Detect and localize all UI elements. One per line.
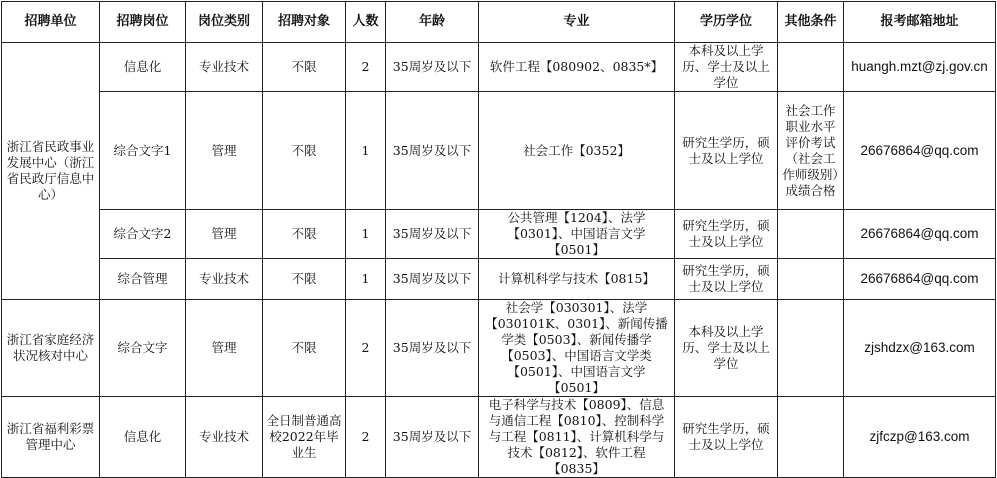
recruitment-table	[1, 1, 996, 478]
header-cell: 年龄	[386, 2, 479, 43]
email-cell: huangh.mzt@zj.gov.cn	[844, 43, 996, 92]
email-cell: 26676864@qq.com	[844, 259, 996, 300]
target-cell: 不限	[263, 300, 346, 397]
age-cell: 35周岁及以下	[386, 43, 479, 92]
email-cell: zjshdzx@163.com	[844, 300, 996, 397]
header-cell: 招聘岗位	[100, 2, 186, 43]
post-cell: 综合文字	[100, 300, 186, 397]
table-row	[2, 397, 996, 478]
category-cell: 管理	[186, 300, 263, 397]
major-cell: 公共管理【1204】、法学【0301】、中国语言文学【0501】	[479, 210, 675, 259]
major-cell: 社会学【030301】、法学【030101K、0301】、新闻传播学类【0503】、新闻传播学【0503】、中国语言文学类【0501】、中国语言文学【0501】	[479, 300, 675, 397]
table-row	[2, 92, 996, 210]
other-cell	[778, 300, 844, 397]
table-row	[2, 300, 996, 397]
age-cell: 35周岁及以下	[386, 92, 479, 210]
age-cell: 35周岁及以下	[386, 259, 479, 300]
major-cell: 计算机科学与技术【0815】	[479, 259, 675, 300]
count-cell: 1	[346, 210, 386, 259]
major-cell: 软件工程【080902、0835*】	[479, 43, 675, 92]
count-cell: 2	[346, 300, 386, 397]
target-cell: 不限	[263, 259, 346, 300]
header-row	[2, 2, 996, 43]
category-cell: 专业技术	[186, 43, 263, 92]
unit-cell: 浙江省家庭经济状况核对中心	[2, 300, 100, 397]
header-cell: 岗位类别	[186, 2, 263, 43]
category-cell: 专业技术	[186, 397, 263, 478]
category-cell: 管理	[186, 210, 263, 259]
category-cell: 专业技术	[186, 259, 263, 300]
age-cell: 35周岁及以下	[386, 210, 479, 259]
header-cell: 报考邮箱地址	[844, 2, 996, 43]
email-cell: 26676864@qq.com	[844, 92, 996, 210]
table-row	[2, 43, 996, 92]
degree-cell: 研究生学历，硕士及以上学位	[675, 397, 778, 478]
category-cell: 管理	[186, 92, 263, 210]
unit-cell: 浙江省福利彩票管理中心	[2, 397, 100, 478]
other-cell	[778, 397, 844, 478]
target-cell: 不限	[263, 210, 346, 259]
count-cell: 1	[346, 92, 386, 210]
table-row	[2, 259, 996, 300]
count-cell: 2	[346, 397, 386, 478]
header-cell: 专业	[479, 2, 675, 43]
other-cell	[778, 210, 844, 259]
degree-cell: 研究生学历，硕士及以上学位	[675, 92, 778, 210]
count-cell: 1	[346, 259, 386, 300]
table-row	[2, 210, 996, 259]
target-cell: 全日制普通高校2022年毕业生	[263, 397, 346, 478]
age-cell: 35周岁及以下	[386, 397, 479, 478]
unit-cell: 浙江省民政事业发展中心（浙江省民政厅信息中心）	[2, 43, 100, 300]
header-cell: 学历学位	[675, 2, 778, 43]
post-cell: 综合管理	[100, 259, 186, 300]
other-cell: 社会工作职业水平评价考试（社会工作师级别）成绩合格	[778, 92, 844, 210]
post-cell: 信息化	[100, 43, 186, 92]
degree-cell: 本科及以上学历、学士及以上学位	[675, 43, 778, 92]
post-cell: 信息化	[100, 397, 186, 478]
header-cell: 招聘对象	[263, 2, 346, 43]
degree-cell: 研究生学历，硕士及以上学位	[675, 210, 778, 259]
target-cell: 不限	[263, 43, 346, 92]
major-cell: 社会工作【0352】	[479, 92, 675, 210]
email-cell: zjfczp@163.com	[844, 397, 996, 478]
major-cell: 电子科学与技术【0809】、信息与通信工程【0810】、控制科学与工程【0811】、计算机科学与技术【0812】、软件工程【0835】	[479, 397, 675, 478]
header-cell: 人数	[346, 2, 386, 43]
other-cell	[778, 259, 844, 300]
other-cell	[778, 43, 844, 92]
header-cell: 招聘单位	[2, 2, 100, 43]
post-cell: 综合文字1	[100, 92, 186, 210]
target-cell: 不限	[263, 92, 346, 210]
header-cell: 其他条件	[778, 2, 844, 43]
age-cell: 35周岁及以下	[386, 300, 479, 397]
degree-cell: 研究生学历，硕士及以上学位	[675, 259, 778, 300]
degree-cell: 本科及以上学历、学士及以上学位	[675, 300, 778, 397]
count-cell: 2	[346, 43, 386, 92]
post-cell: 综合文字2	[100, 210, 186, 259]
email-cell: 26676864@qq.com	[844, 210, 996, 259]
